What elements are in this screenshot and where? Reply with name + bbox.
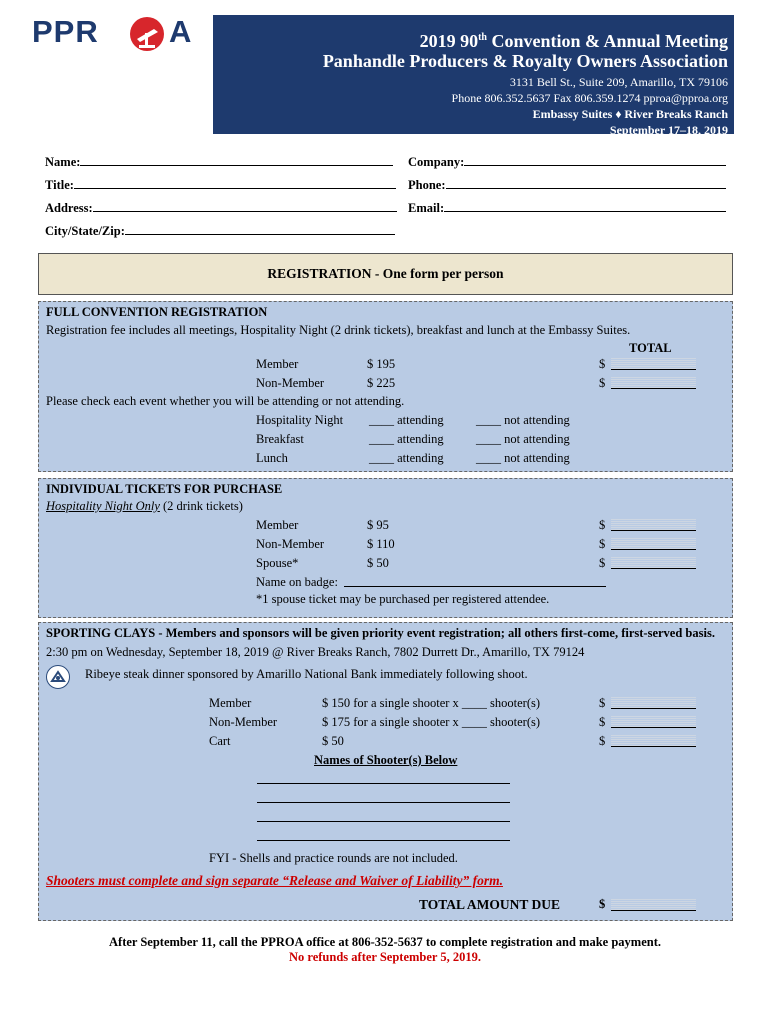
sc-member-label: Member [209, 696, 252, 710]
event-hospitality-not[interactable]: ____ not attending [476, 413, 570, 427]
bank-emblem-icon [47, 666, 69, 688]
sc-nonmember-price: $ 175 for a single shooter x ____ shooter(s) [322, 715, 541, 729]
badge-name-label: Name on badge: [256, 575, 338, 589]
individual-title: INDIVIDUAL TICKETS FOR PURCHASE [46, 482, 283, 496]
full-convention-section [38, 301, 733, 472]
city-state-zip-field[interactable] [45, 222, 395, 239]
event-lunch-attending[interactable]: ____ attending [369, 451, 444, 465]
sc-nonmember-dollar: $ [599, 715, 606, 729]
full-desc: Registration fee includes all meetings, Hospitality Night (2 drink tickets), breakfast and lunch at the Embassy Suites. [46, 323, 631, 337]
ind-spouse-price: $ 50 [367, 556, 389, 570]
company-label: Company: [408, 155, 465, 169]
full-member-total[interactable] [611, 358, 696, 370]
full-nonmember-price: $ 225 [367, 376, 396, 390]
shooter-name-line-3[interactable] [257, 821, 510, 822]
title-convention: Convention & Annual Meeting [486, 31, 728, 51]
address-label: Address: [45, 201, 93, 215]
fyi-note: FYI - Shells and practice rounds are not included. [209, 851, 458, 865]
registration-banner: REGISTRATION - One form per person [38, 253, 733, 295]
company-field[interactable] [408, 153, 726, 170]
footer-no-refunds: No refunds after September 5, 2019. [289, 950, 481, 964]
event-hospitality-label: Hospitality Night [256, 413, 344, 427]
ind-member-label: Member [256, 518, 299, 532]
total-due-amount[interactable] [611, 899, 696, 911]
sc-cart-total[interactable] [611, 735, 696, 747]
individual-subtitle [46, 499, 243, 514]
ind-spouse-total[interactable] [611, 557, 696, 569]
email-field[interactable] [408, 199, 726, 216]
shooter-name-line-1[interactable] [257, 783, 510, 784]
sc-nonmember-label: Non-Member [209, 715, 278, 729]
bank-logo [46, 665, 70, 689]
event-breakfast-not[interactable]: ____ not attending [476, 432, 570, 446]
full-member-label: Member [256, 357, 299, 371]
sporting-dinner: Ribeye steak dinner sponsored by Amarillo National Bank immediately following shoot. [85, 667, 528, 681]
event-lunch-not[interactable]: ____ not attending [476, 451, 570, 465]
phone-field[interactable] [408, 176, 726, 193]
logo-text-right: A [169, 14, 193, 49]
full-nonmember-total[interactable] [611, 377, 696, 389]
ind-member-dollar: $ [599, 518, 606, 532]
header-dates: September 17–18, 2019 [609, 123, 728, 137]
title-label: Title: [45, 178, 74, 192]
header-contact: Phone 806.352.5637 Fax 806.359.1274 pproa@pproa.org [451, 91, 728, 105]
spouse-note: *1 spouse ticket may be purchased per registered attendee. [256, 592, 550, 606]
check-note: Please check each event whether you will be attending or not attending. [46, 394, 405, 408]
sc-nonmember-total[interactable] [611, 716, 696, 728]
header-venue: Embassy Suites ♦ River Breaks Ranch [532, 107, 728, 121]
sporting-title: SPORTING CLAYS - Members and sponsors will be given priority event registration; all others first-come, first-served basis. [46, 626, 715, 640]
footer-call-note: After September 11, call the PPROA office at 806-352-5637 to complete registration and make payment. [109, 935, 661, 949]
sc-member-dollar: $ [599, 696, 606, 710]
individual-tickets-section [38, 478, 733, 618]
ind-nonmember-label: Non-Member [256, 537, 325, 551]
title-sup: th [478, 32, 487, 43]
ind-member-price: $ 95 [367, 518, 389, 532]
logo-text-left: PPR [32, 14, 99, 49]
individual-sub-underlined: Hospitality Night Only [46, 499, 160, 513]
waiver-note: Shooters must complete and sign separate “Release and Waiver of Liability” form. [46, 873, 503, 888]
individual-sub-rest: (2 drink tickets) [159, 499, 243, 513]
sporting-clays-section [38, 622, 733, 921]
full-nonmember-dollar: $ [599, 376, 606, 390]
ind-spouse-dollar: $ [599, 556, 606, 570]
full-member-dollar: $ [599, 357, 606, 371]
event-lunch-label: Lunch [256, 451, 288, 465]
ind-member-total[interactable] [611, 519, 696, 531]
shooter-names-title: Names of Shooter(s) Below [314, 753, 458, 767]
name-field[interactable] [45, 153, 393, 170]
shooter-name-line-2[interactable] [257, 802, 510, 803]
ind-spouse-label: Spouse* [256, 556, 299, 570]
event-breakfast-label: Breakfast [256, 432, 304, 446]
total-label: TOTAL [629, 341, 672, 355]
sc-member-total[interactable] [611, 697, 696, 709]
address-field[interactable] [45, 199, 397, 216]
full-member-price: $ 195 [367, 357, 396, 371]
city-label: City/State/Zip: [45, 224, 125, 238]
header-title-line1 [213, 28, 728, 51]
ind-nonmember-total[interactable] [611, 538, 696, 550]
sc-cart-price: $ 50 [322, 734, 344, 748]
shooter-name-line-4[interactable] [257, 840, 510, 841]
full-title: FULL CONVENTION REGISTRATION [46, 305, 268, 319]
total-due-dollar: $ [599, 897, 606, 911]
event-breakfast-attending[interactable]: ____ attending [369, 432, 444, 446]
total-due-label: TOTAL AMOUNT DUE [419, 897, 561, 912]
name-label: Name: [45, 155, 81, 169]
header-title-line2: Panhandle Producers & Royalty Owners Association [322, 51, 728, 71]
oil-derrick-icon [128, 15, 166, 53]
title-field[interactable] [45, 176, 396, 193]
full-nonmember-label: Non-Member [256, 376, 325, 390]
ind-nonmember-price: $ 110 [367, 537, 395, 551]
sc-cart-label: Cart [209, 734, 231, 748]
sc-member-price: $ 150 for a single shooter x ____ shooter(s) [322, 696, 541, 710]
pproa-logo [32, 14, 207, 54]
title-year: 2019 90 [419, 31, 479, 51]
event-header [213, 15, 734, 137]
ind-nonmember-dollar: $ [599, 537, 606, 551]
phone-label: Phone: [408, 178, 446, 192]
sc-cart-dollar: $ [599, 734, 606, 748]
email-label: Email: [408, 201, 445, 215]
event-hospitality-attending[interactable]: ____ attending [369, 413, 444, 427]
badge-name-input[interactable] [344, 586, 606, 587]
header-address: 3131 Bell St., Suite 209, Amarillo, TX 79106 [509, 75, 728, 89]
sporting-when: 2:30 pm on Wednesday, September 18, 2019 @ River Breaks Ranch, 7802 Durrett Dr., Amarillo, TX 79124 [46, 645, 585, 659]
